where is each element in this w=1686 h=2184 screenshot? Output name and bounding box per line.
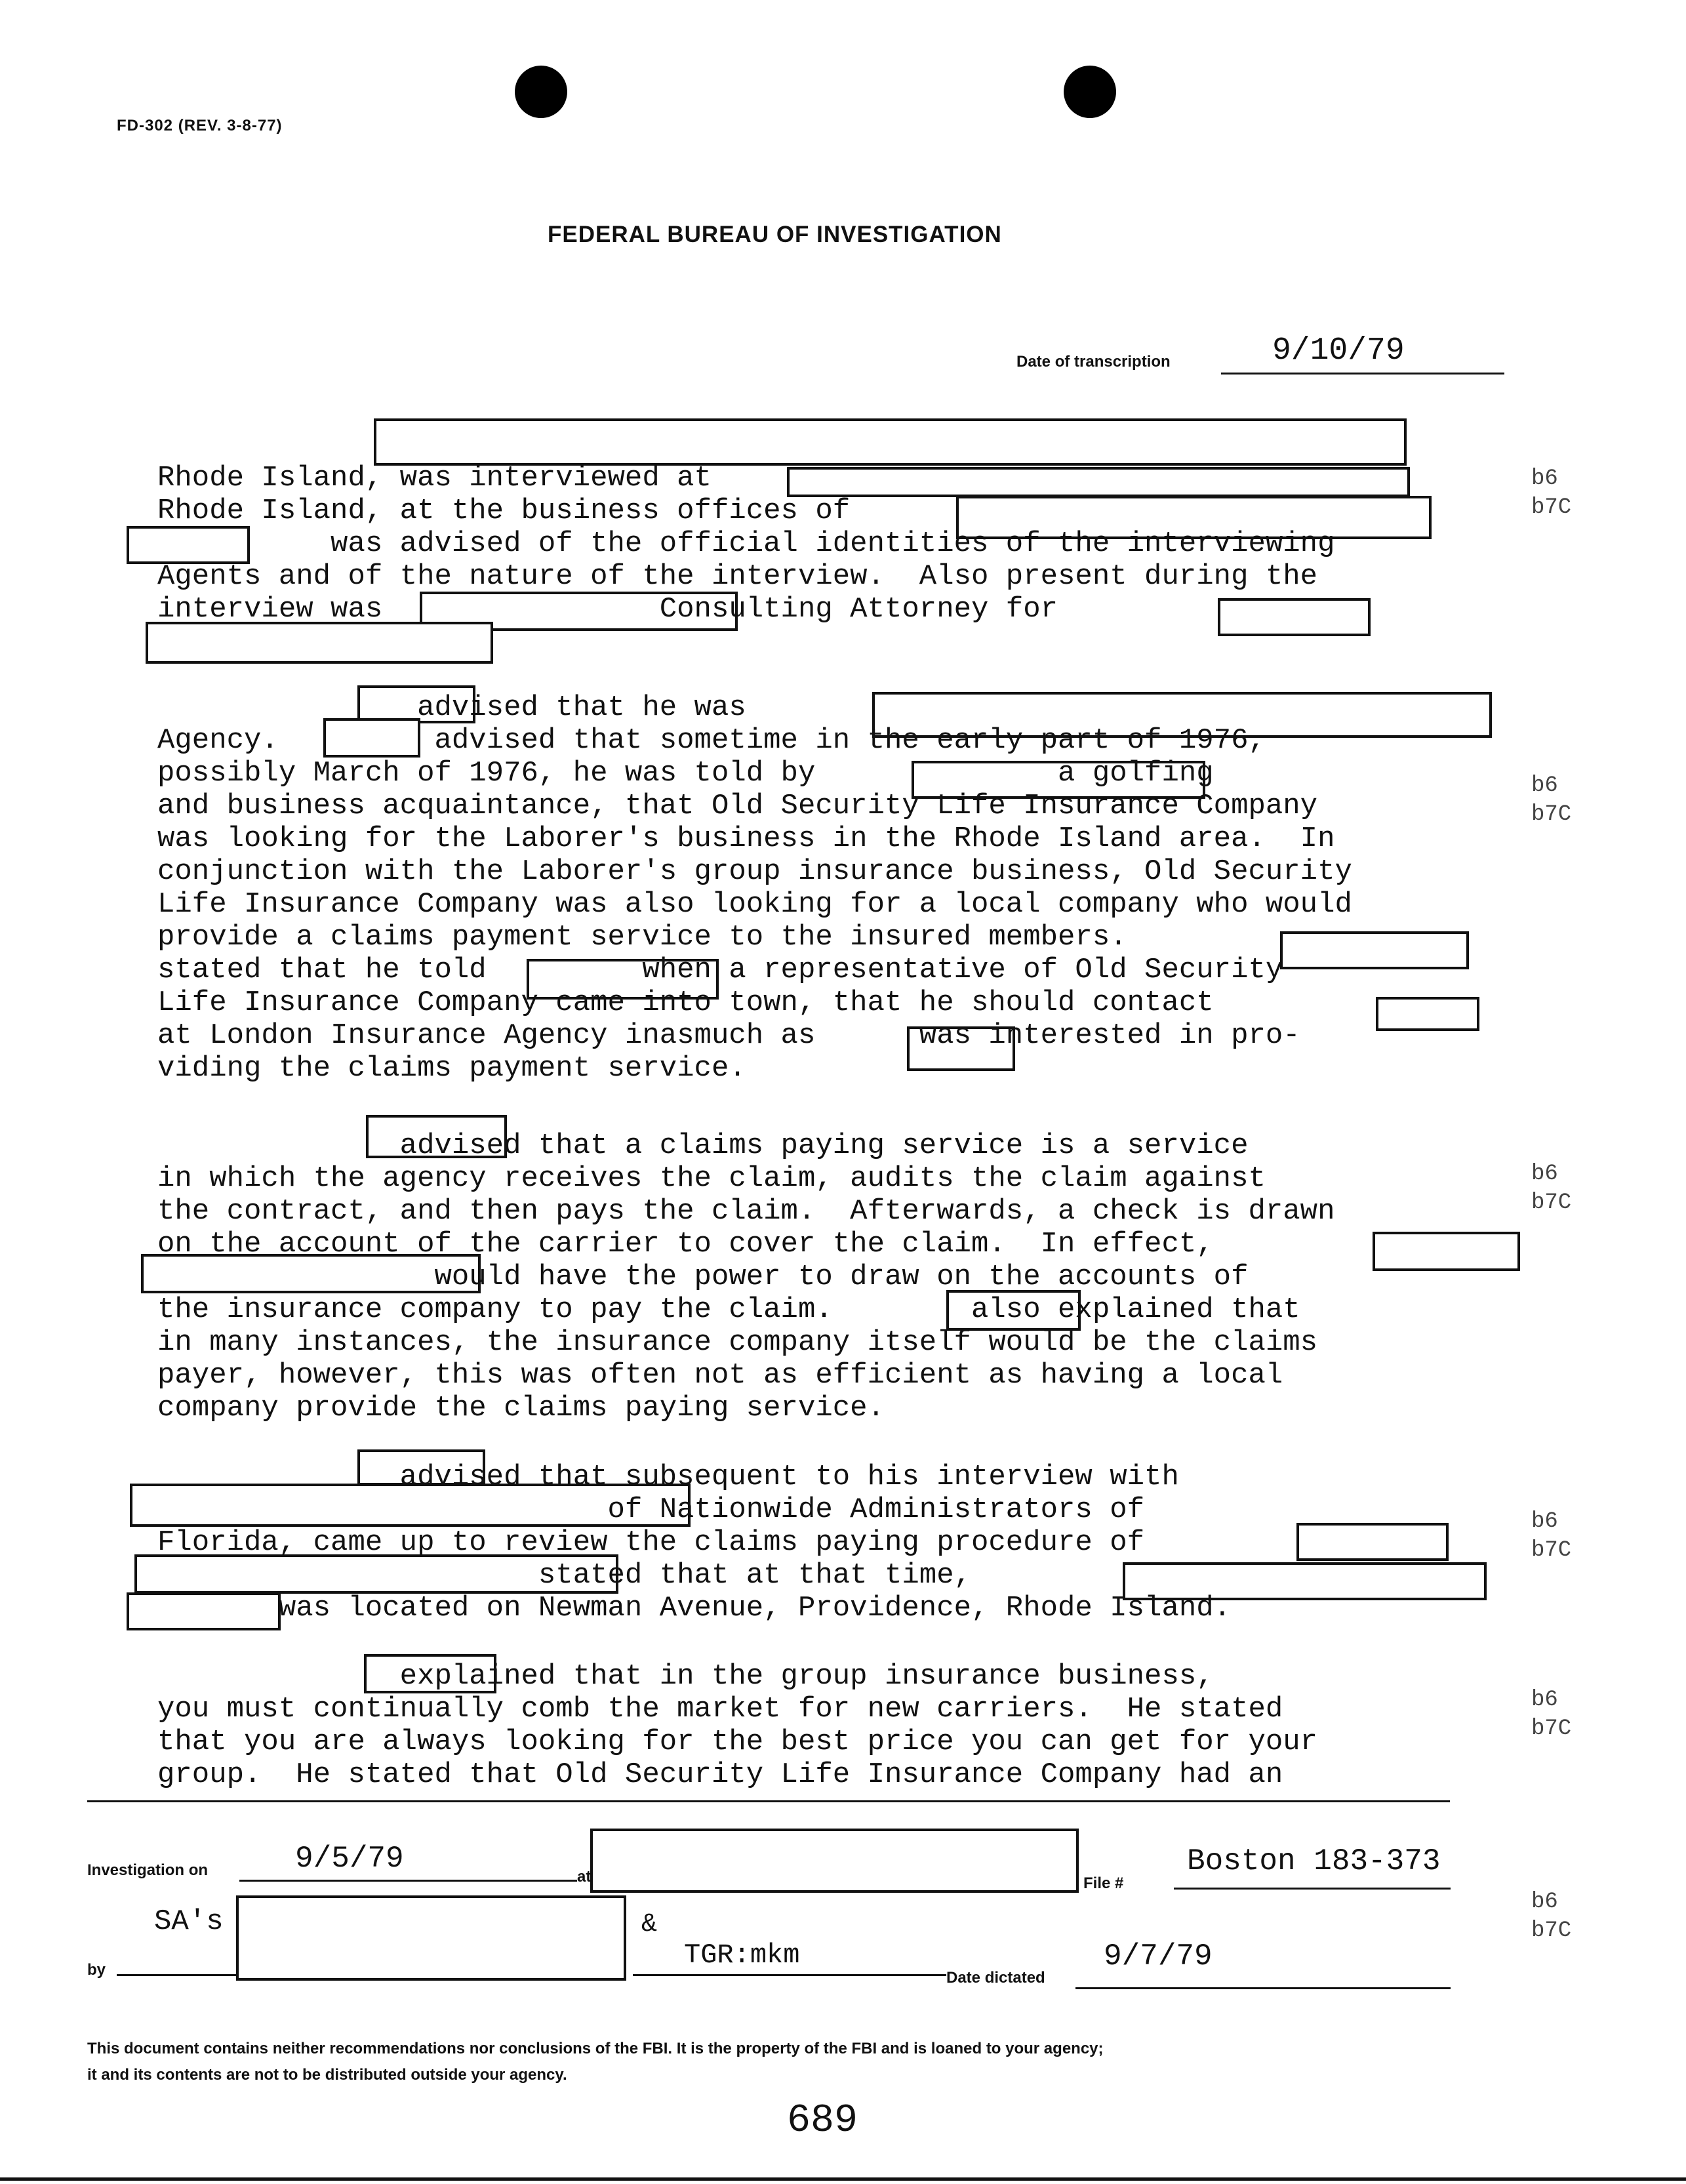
redaction-box <box>1218 598 1371 636</box>
text-line: in which the agency receives the claim, audits the claim against <box>157 1162 1266 1195</box>
dictated-rule <box>1075 1987 1451 1989</box>
by-rule-right <box>633 1974 946 1976</box>
text-line: explained that in the group insurance business, <box>157 1660 1214 1693</box>
text-line: in many instances, the insurance company itself would be the claims <box>157 1326 1318 1359</box>
text-line: Florida, came up to review the claims paying procedure of <box>157 1526 1145 1559</box>
text-line: and business acquaintance, that Old Security Life Insurance Company <box>157 790 1318 822</box>
text-line: you must continually comb the market for new carriers. He stated <box>157 1693 1283 1726</box>
transcription-rule <box>1221 373 1504 374</box>
exemption-code: b6 b7C <box>1531 1688 1572 1741</box>
punch-hole-right <box>1064 66 1116 118</box>
text-line: stated that he told when a representative of Old Security <box>157 954 1283 986</box>
punch-hole-left <box>515 66 567 118</box>
file-rule <box>1174 1888 1451 1890</box>
text-line: Life Insurance Company was also looking for a local company who would <box>157 888 1352 921</box>
text-line: Rhode Island, at the business offices of <box>157 495 851 527</box>
redaction-box <box>1296 1523 1449 1561</box>
text-line: was advised of the official identities of the interviewing <box>157 527 1335 560</box>
disclaimer-line-2: it and its contents are not to be distributed outside your agency. <box>87 2066 567 2084</box>
text-line: interview was Consulting Attorney for <box>157 593 1058 626</box>
text-line: Agency. advised that sometime in the early part of 1976, <box>157 724 1266 757</box>
text-line: at London Insurance Agency inasmuch as was interested in pro- <box>157 1019 1300 1052</box>
text-line: the insurance company to pay the claim. also explained that <box>157 1293 1300 1326</box>
transcription-label: Date of transcription <box>1016 353 1171 371</box>
text-line: company provide the claims paying service. <box>157 1392 885 1425</box>
transcription-date: 9/10/79 <box>1272 333 1405 369</box>
text-line: possibly March of 1976, he was told by a golfing <box>157 757 1214 790</box>
text-line: viding the claims payment service. <box>157 1052 746 1085</box>
page-bottom-border <box>0 2177 1686 2181</box>
ampersand: & <box>641 1910 658 1939</box>
investigation-rule <box>239 1880 577 1882</box>
exemption-code: b6 b7C <box>1531 773 1572 827</box>
text-line: group. He stated that Old Security Life Insurance Company had an <box>157 1758 1283 1791</box>
redaction-box <box>1280 931 1469 969</box>
exemption-code: b6 b7C <box>1531 1509 1572 1563</box>
text-line: advised that a claims paying service is a service <box>157 1129 1249 1162</box>
dictated-label: Date dictated <box>946 1969 1045 1987</box>
at-label: at <box>577 1868 592 1886</box>
typist-initials: TGR:mkm <box>684 1939 800 1971</box>
text-line: conjunction with the Laborer's group insurance business, Old Security <box>157 855 1352 888</box>
exemption-code: b6 b7C <box>1531 1162 1572 1215</box>
text-line: advised that subsequent to his interview with <box>157 1461 1179 1493</box>
text-line: Life Insurance Company came into town, that he should contact <box>157 986 1214 1019</box>
file-number: Boston 183-373 <box>1187 1844 1441 1878</box>
text-line: Agents and of the nature of the interview. Also present during the <box>157 560 1318 593</box>
form-id: FD-302 (REV. 3-8-77) <box>117 117 283 134</box>
text-line: would have the power to draw on the accounts of <box>157 1261 1249 1293</box>
text-line: the contract, and then pays the claim. Afterwards, a check is drawn <box>157 1195 1335 1228</box>
redaction-box <box>374 418 1407 466</box>
text-line: that you are always looking for the best price you can get for your <box>157 1726 1318 1758</box>
text-line: was looking for the Laborer's business in the Rhode Island area. In <box>157 822 1335 855</box>
redaction-box <box>146 622 493 664</box>
text-line: provide a claims payment service to the insured members. <box>157 921 1127 954</box>
redaction-box <box>236 1895 626 1981</box>
by-label: by <box>87 1961 106 1979</box>
by-rule <box>117 1974 236 1976</box>
agency-title: FEDERAL BUREAU OF INVESTIGATION <box>548 222 1002 247</box>
text-line: payer, however, this was often not as efficient as having a local <box>157 1359 1283 1392</box>
text-line: of Nationwide Administrators of <box>157 1493 1145 1526</box>
redaction-box <box>1376 997 1479 1031</box>
redaction-box <box>787 467 1410 497</box>
redaction-box <box>590 1829 1079 1893</box>
investigation-label: Investigation on <box>87 1861 209 1879</box>
agents-prefix: SA's <box>154 1905 224 1938</box>
text-line: was located on Newman Avenue, Providence, Rhode Island. <box>157 1592 1232 1625</box>
page-number: 689 <box>787 2099 858 2143</box>
text-line: stated that at that time, <box>157 1559 972 1592</box>
exemption-code: b6 b7C <box>1531 1890 1572 1943</box>
redaction-box <box>1373 1232 1520 1271</box>
dictated-date: 9/7/79 <box>1104 1939 1213 1973</box>
text-line: Rhode Island, was interviewed at <box>157 462 712 495</box>
investigation-date: 9/5/79 <box>295 1842 404 1876</box>
exemption-code: b6 b7C <box>1531 466 1572 520</box>
disclaimer-line-1: This document contains neither recommendations nor conclusions of the FBI. It is the property of the FBI and is loaned to your agency; <box>87 2040 1104 2057</box>
text-line: advised that he was <box>157 691 746 724</box>
text-line: on the account of the carrier to cover the claim. In effect, <box>157 1228 1214 1261</box>
file-label: File # <box>1083 1874 1124 1892</box>
footer-separator <box>87 1800 1450 1802</box>
